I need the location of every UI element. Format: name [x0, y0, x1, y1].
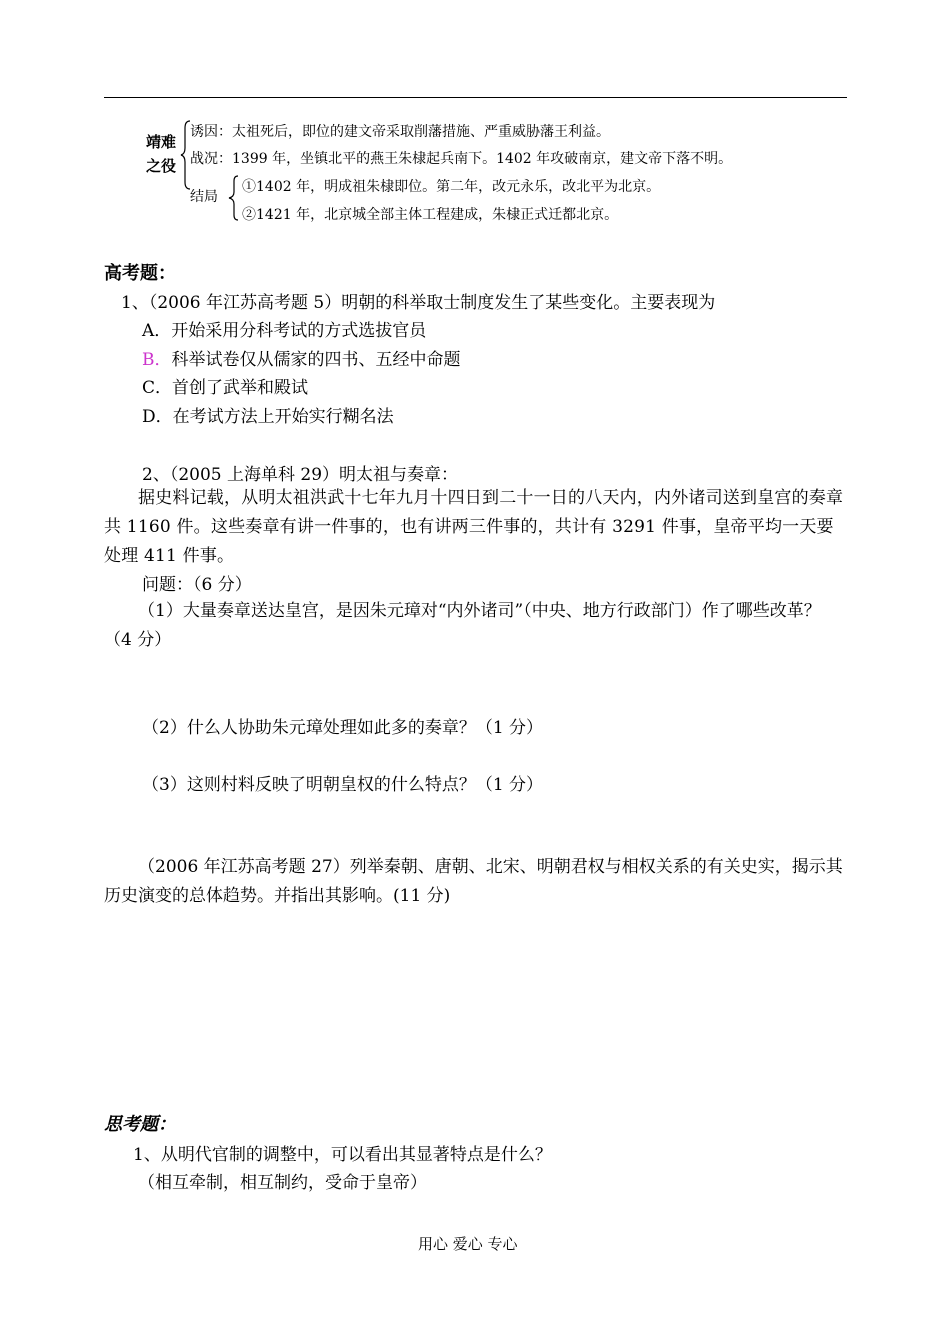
sikao-q1: 1、从明代官制的调整中，可以看出其显著特点是什么？ [133, 1145, 552, 1165]
q2-sub3: （3）这则村料反映了明朝皇权的什么特点？（1 分） [142, 775, 544, 795]
q1-option-c-text: 首创了武举和殿试 [172, 378, 309, 398]
q2-stem: 2、（2005 上海单科 29）明太祖与奏章： [142, 465, 459, 485]
q1-option-a-text: 开始采用分科考试的方式选拔官员 [171, 321, 427, 341]
sikao-a1: （相互牵制，相互制约，受命于皇帝） [138, 1173, 427, 1193]
q1-option-b-letter: B． [142, 350, 172, 370]
q2-sub1: （1）大量奏章送达皇宫，是因朱元璋对“内外诸司”（中央、地方行政部门）作了哪些改革？（4 分） [104, 601, 821, 650]
outline-result-item-2: ②1421 年，北京城全部主体工程建成，朱棣正式迁都北京。 [242, 207, 619, 223]
q1-option-c [142, 373, 308, 398]
outline-result-label: 结局 [190, 189, 218, 205]
q2-question-label: 问题：（6 分） [142, 575, 252, 595]
outline-topic-line2: 之役 [146, 157, 177, 175]
page-footer: 用心 爱心 专心 [418, 1235, 518, 1253]
q1-option-b [142, 345, 461, 370]
q1-option-a-letter: A． [142, 321, 172, 341]
outline-topic-line1: 靖难 [146, 133, 177, 151]
outline-result-item-1: ①1402 年，明成祖朱棣即位。第二年，改元永乐，改北平为北京。 [242, 179, 661, 195]
q1-option-a [142, 316, 426, 341]
q1-stem: 1、（2006 年江苏高考题 5）明朝的科举取士制度发生了某些变化。主要表现为 [121, 293, 716, 313]
q1-option-d-text: 在考试方法上开始实行糊名法 [172, 407, 394, 427]
q2-material: 据史料记载，从明太祖洪武十七年九月十四日到二十一日的八天内，内外诸司送到皇宫的奏章共 1160 件。这些奏章有讲一件事的，也有讲两三件事的，共计有 3291 件事，皇帝平均一天要处理 411 件事。 [104, 488, 844, 566]
q1-option-d-letter: D． [142, 407, 173, 427]
outline-cause: 诱因：太祖死后，即位的建文帝采取削藩措施、严重威胁藩王利益。 [190, 124, 610, 140]
gaokao-heading: 高考题： [104, 263, 176, 284]
outline-events: 战况：1399 年，坐镇北平的燕王朱棣起兵南下。1402 年攻破南京，建文帝下落不明。 [190, 151, 733, 167]
q1-option-b-text: 科举试卷仅从儒家的四书、五经中命题 [171, 350, 461, 370]
q1-option-d [142, 402, 394, 427]
q1-option-c-letter: C． [142, 378, 173, 398]
q2-sub2: （2）什么人协助朱元璋处理如此多的奏章？（1 分） [142, 718, 544, 738]
header-rule [104, 97, 847, 98]
outline-brace-result [228, 175, 240, 221]
sikao-heading: 思考题： [104, 1114, 176, 1135]
q3-text: （2006 年江苏高考题 27）列举秦朝、唐朝、北宋、明朝君权与相权关系的有关史实，揭示其历史演变的总体趋势。并指出其影响。(11 分) [104, 857, 843, 906]
